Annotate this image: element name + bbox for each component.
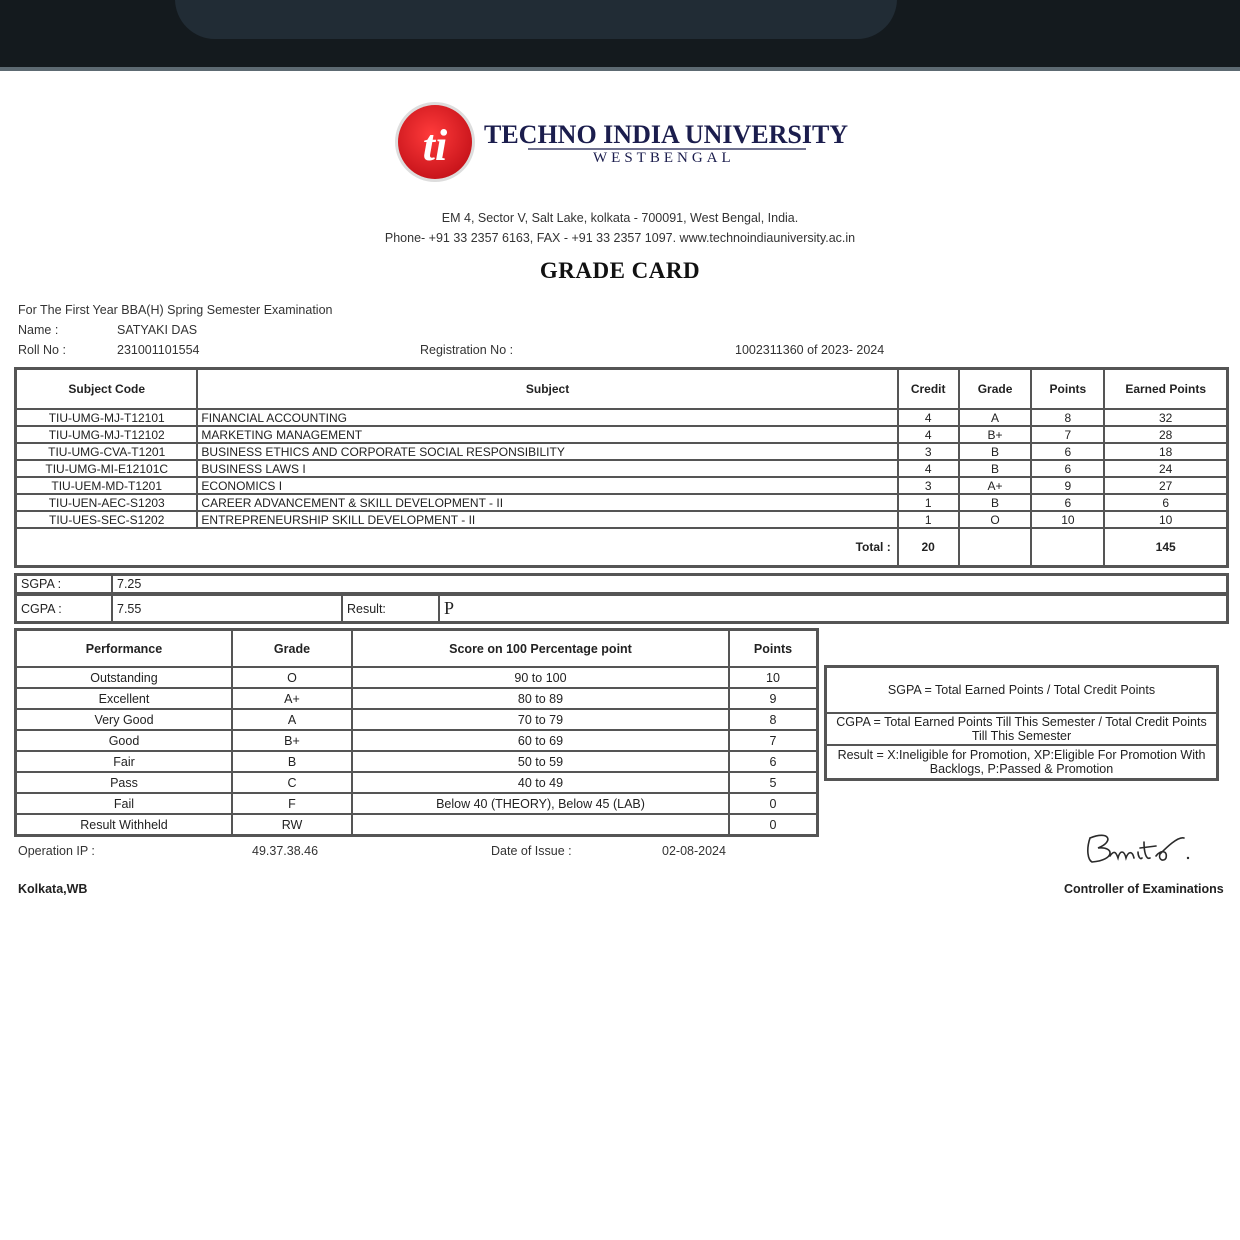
- points-cell: 7: [1031, 426, 1104, 443]
- column-header: Grade: [232, 630, 352, 667]
- subject-name: MARKETING MANAGEMENT: [197, 426, 897, 443]
- grade-cell: O: [959, 511, 1032, 528]
- subject-code: TIU-UES-SEC-S1202: [16, 511, 197, 528]
- performance-cell: Fail: [16, 793, 232, 814]
- credit-cell: 4: [898, 409, 959, 426]
- page-title: GRADE CARD: [539, 258, 701, 283]
- subject-name: BUSINESS ETHICS AND CORPORATE SOCIAL RESPONSIBILITY: [197, 443, 897, 460]
- points-cell: 7: [729, 730, 817, 751]
- score-cell: 70 to 79: [352, 709, 729, 730]
- grade-cell: B+: [959, 426, 1032, 443]
- sgpa-table: [14, 573, 1229, 595]
- performance-cell: Excellent: [16, 688, 232, 709]
- roll-label: Roll No :: [18, 343, 66, 357]
- svg-text:TECHNO INDIA UNIVERSITY: TECHNO INDIA UNIVERSITY: [484, 120, 848, 149]
- cgpa-table: [14, 593, 1229, 624]
- table-row: [16, 667, 817, 688]
- svg-text:ti: ti: [422, 121, 448, 170]
- grades-table: [14, 367, 1229, 568]
- points-cell: 8: [729, 709, 817, 730]
- grade-cell: B+: [232, 730, 352, 751]
- total-grade-empty: [959, 528, 1032, 566]
- column-header: Score on 100 Percentage point: [352, 630, 729, 667]
- exam-description: For The First Year BBA(H) Spring Semester Examination: [18, 303, 333, 317]
- earned-points-cell: 32: [1104, 409, 1227, 426]
- table-row: [16, 477, 1227, 494]
- operation-ip: 49.37.38.46: [252, 844, 319, 858]
- column-header: Grade: [959, 369, 1032, 409]
- subject-name: ECONOMICS I: [197, 477, 897, 494]
- registration-number: 1002311360 of 2023- 2024: [735, 343, 885, 357]
- top-bar-divider: [0, 67, 1240, 71]
- score-cell: 60 to 69: [352, 730, 729, 751]
- earned-points-cell: 28: [1104, 426, 1227, 443]
- university-contact: Phone- +91 33 2357 6163, FAX - +91 33 2357 1097. www.technoindiauniversity.ac.in: [384, 231, 856, 245]
- app-top-bar: [0, 0, 1240, 67]
- total-row: [16, 528, 1227, 566]
- credit-cell: 1: [898, 511, 959, 528]
- university-logo: [388, 98, 848, 188]
- student-name: SATYAKI DAS: [117, 323, 198, 337]
- points-cell: 6: [1031, 443, 1104, 460]
- sgpa-formula: SGPA = Total Earned Points / Total Credit Points: [826, 667, 1217, 713]
- column-header: Performance: [16, 630, 232, 667]
- credit-cell: 4: [898, 426, 959, 443]
- grade-cell: B: [232, 751, 352, 772]
- operation-ip-label: Operation IP :: [18, 844, 95, 858]
- performance-cell: Outstanding: [16, 667, 232, 688]
- grade-cell: A: [232, 709, 352, 730]
- grade-cell: A+: [232, 688, 352, 709]
- performance-cell: Very Good: [16, 709, 232, 730]
- column-header: Points: [1031, 369, 1104, 409]
- sgpa-value: 7.25: [112, 575, 1227, 593]
- points-cell: 0: [729, 793, 817, 814]
- points-cell: 6: [1031, 494, 1104, 511]
- university-address: EM 4, Sector V, Salt Lake, kolkata - 700091, West Bengal, India.: [441, 211, 799, 225]
- earned-points-cell: 18: [1104, 443, 1227, 460]
- grade-cell: C: [232, 772, 352, 793]
- grade-cell: B: [959, 460, 1032, 477]
- result-value: P: [439, 595, 1227, 622]
- grade-cell: A+: [959, 477, 1032, 494]
- formula-table: [824, 665, 1219, 781]
- table-row: [16, 751, 817, 772]
- subject-code: TIU-UMG-MI-E12101C: [16, 460, 197, 477]
- cgpa-formula: CGPA = Total Earned Points Till This Semester / Total Credit Points Till This Semester: [826, 713, 1217, 745]
- points-cell: 9: [729, 688, 817, 709]
- grade-cell: RW: [232, 814, 352, 835]
- subject-code: TIU-UMG-MJ-T12101: [16, 409, 197, 426]
- column-header: Credit: [898, 369, 959, 409]
- column-header: Earned Points: [1104, 369, 1227, 409]
- cgpa-label: CGPA :: [16, 595, 112, 622]
- earned-points-cell: 6: [1104, 494, 1227, 511]
- credit-cell: 3: [898, 443, 959, 460]
- name-label: Name :: [18, 323, 59, 337]
- points-cell: 9: [1031, 477, 1104, 494]
- table-row: [16, 709, 817, 730]
- points-cell: 6: [1031, 460, 1104, 477]
- signatory-title: Controller of Examinations: [1064, 882, 1224, 896]
- table-row: [16, 511, 1227, 528]
- registration-label: Registration No :: [420, 343, 514, 357]
- score-cell: 40 to 49: [352, 772, 729, 793]
- cgpa-value: 7.55: [112, 595, 342, 622]
- subject-name: FINANCIAL ACCOUNTING: [197, 409, 897, 426]
- grade-cell: F: [232, 793, 352, 814]
- table-row: [16, 793, 817, 814]
- performance-table: [14, 628, 819, 837]
- earned-points-cell: 27: [1104, 477, 1227, 494]
- table-row: [16, 426, 1227, 443]
- points-cell: 0: [729, 814, 817, 835]
- subject-code: TIU-UEN-AEC-S1203: [16, 494, 197, 511]
- performance-cell: Good: [16, 730, 232, 751]
- table-row: [16, 460, 1227, 477]
- credit-cell: 1: [898, 494, 959, 511]
- subject-code: TIU-UMG-CVA-T1201: [16, 443, 197, 460]
- sgpa-label: SGPA :: [16, 575, 112, 593]
- grade-cell: B: [959, 443, 1032, 460]
- issue-place: Kolkata,WB: [18, 882, 88, 896]
- table-row: [16, 730, 817, 751]
- score-cell: 90 to 100: [352, 667, 729, 688]
- table-row: [16, 443, 1227, 460]
- subject-code: TIU-UEM-MD-T1201: [16, 477, 197, 494]
- performance-cell: Pass: [16, 772, 232, 793]
- signature-image: [1080, 828, 1195, 868]
- table-row: [16, 814, 817, 835]
- table-row: [16, 494, 1227, 511]
- score-cell: 50 to 59: [352, 751, 729, 772]
- table-row: [16, 688, 817, 709]
- subject-name: CAREER ADVANCEMENT & SKILL DEVELOPMENT - II: [197, 494, 897, 511]
- grade-cell: B: [959, 494, 1032, 511]
- score-cell: Below 40 (THEORY), Below 45 (LAB): [352, 793, 729, 814]
- issue-date: 02-08-2024: [662, 844, 726, 858]
- total-earned-points: 145: [1104, 528, 1227, 566]
- total-label: Total :: [16, 528, 898, 566]
- earned-points-cell: 24: [1104, 460, 1227, 477]
- points-cell: 6: [729, 751, 817, 772]
- column-header: Subject Code: [16, 369, 197, 409]
- total-points-empty: [1031, 528, 1104, 566]
- result-label: Result:: [342, 595, 439, 622]
- score-cell: [352, 814, 729, 835]
- column-header: Points: [729, 630, 817, 667]
- points-cell: 10: [1031, 511, 1104, 528]
- points-cell: 5: [729, 772, 817, 793]
- performance-cell: Result Withheld: [16, 814, 232, 835]
- points-cell: 10: [729, 667, 817, 688]
- table-row: [16, 772, 817, 793]
- credit-cell: 3: [898, 477, 959, 494]
- subject-code: TIU-UMG-MJ-T12102: [16, 426, 197, 443]
- subject-name: ENTREPRENEURSHIP SKILL DEVELOPMENT - II: [197, 511, 897, 528]
- grade-cell: A: [959, 409, 1032, 426]
- performance-cell: Fair: [16, 751, 232, 772]
- earned-points-cell: 10: [1104, 511, 1227, 528]
- result-legend: Result = X:Ineligible for Promotion, XP:Eligible For Promotion With Backlogs, P:Passed & Promotion: [826, 745, 1217, 779]
- total-credit: 20: [898, 528, 959, 566]
- score-cell: 80 to 89: [352, 688, 729, 709]
- top-search-bar[interactable]: [175, 0, 897, 39]
- grades-header-row: [16, 369, 1227, 409]
- performance-header-row: [16, 630, 817, 667]
- points-cell: 8: [1031, 409, 1104, 426]
- svg-text:WESTBENGAL: WESTBENGAL: [593, 150, 735, 166]
- credit-cell: 4: [898, 460, 959, 477]
- subject-name: BUSINESS LAWS I: [197, 460, 897, 477]
- issue-date-label: Date of Issue :: [491, 844, 572, 858]
- column-header: Subject: [197, 369, 897, 409]
- grade-cell: O: [232, 667, 352, 688]
- roll-number: 231001101554: [117, 343, 200, 357]
- table-row: [16, 409, 1227, 426]
